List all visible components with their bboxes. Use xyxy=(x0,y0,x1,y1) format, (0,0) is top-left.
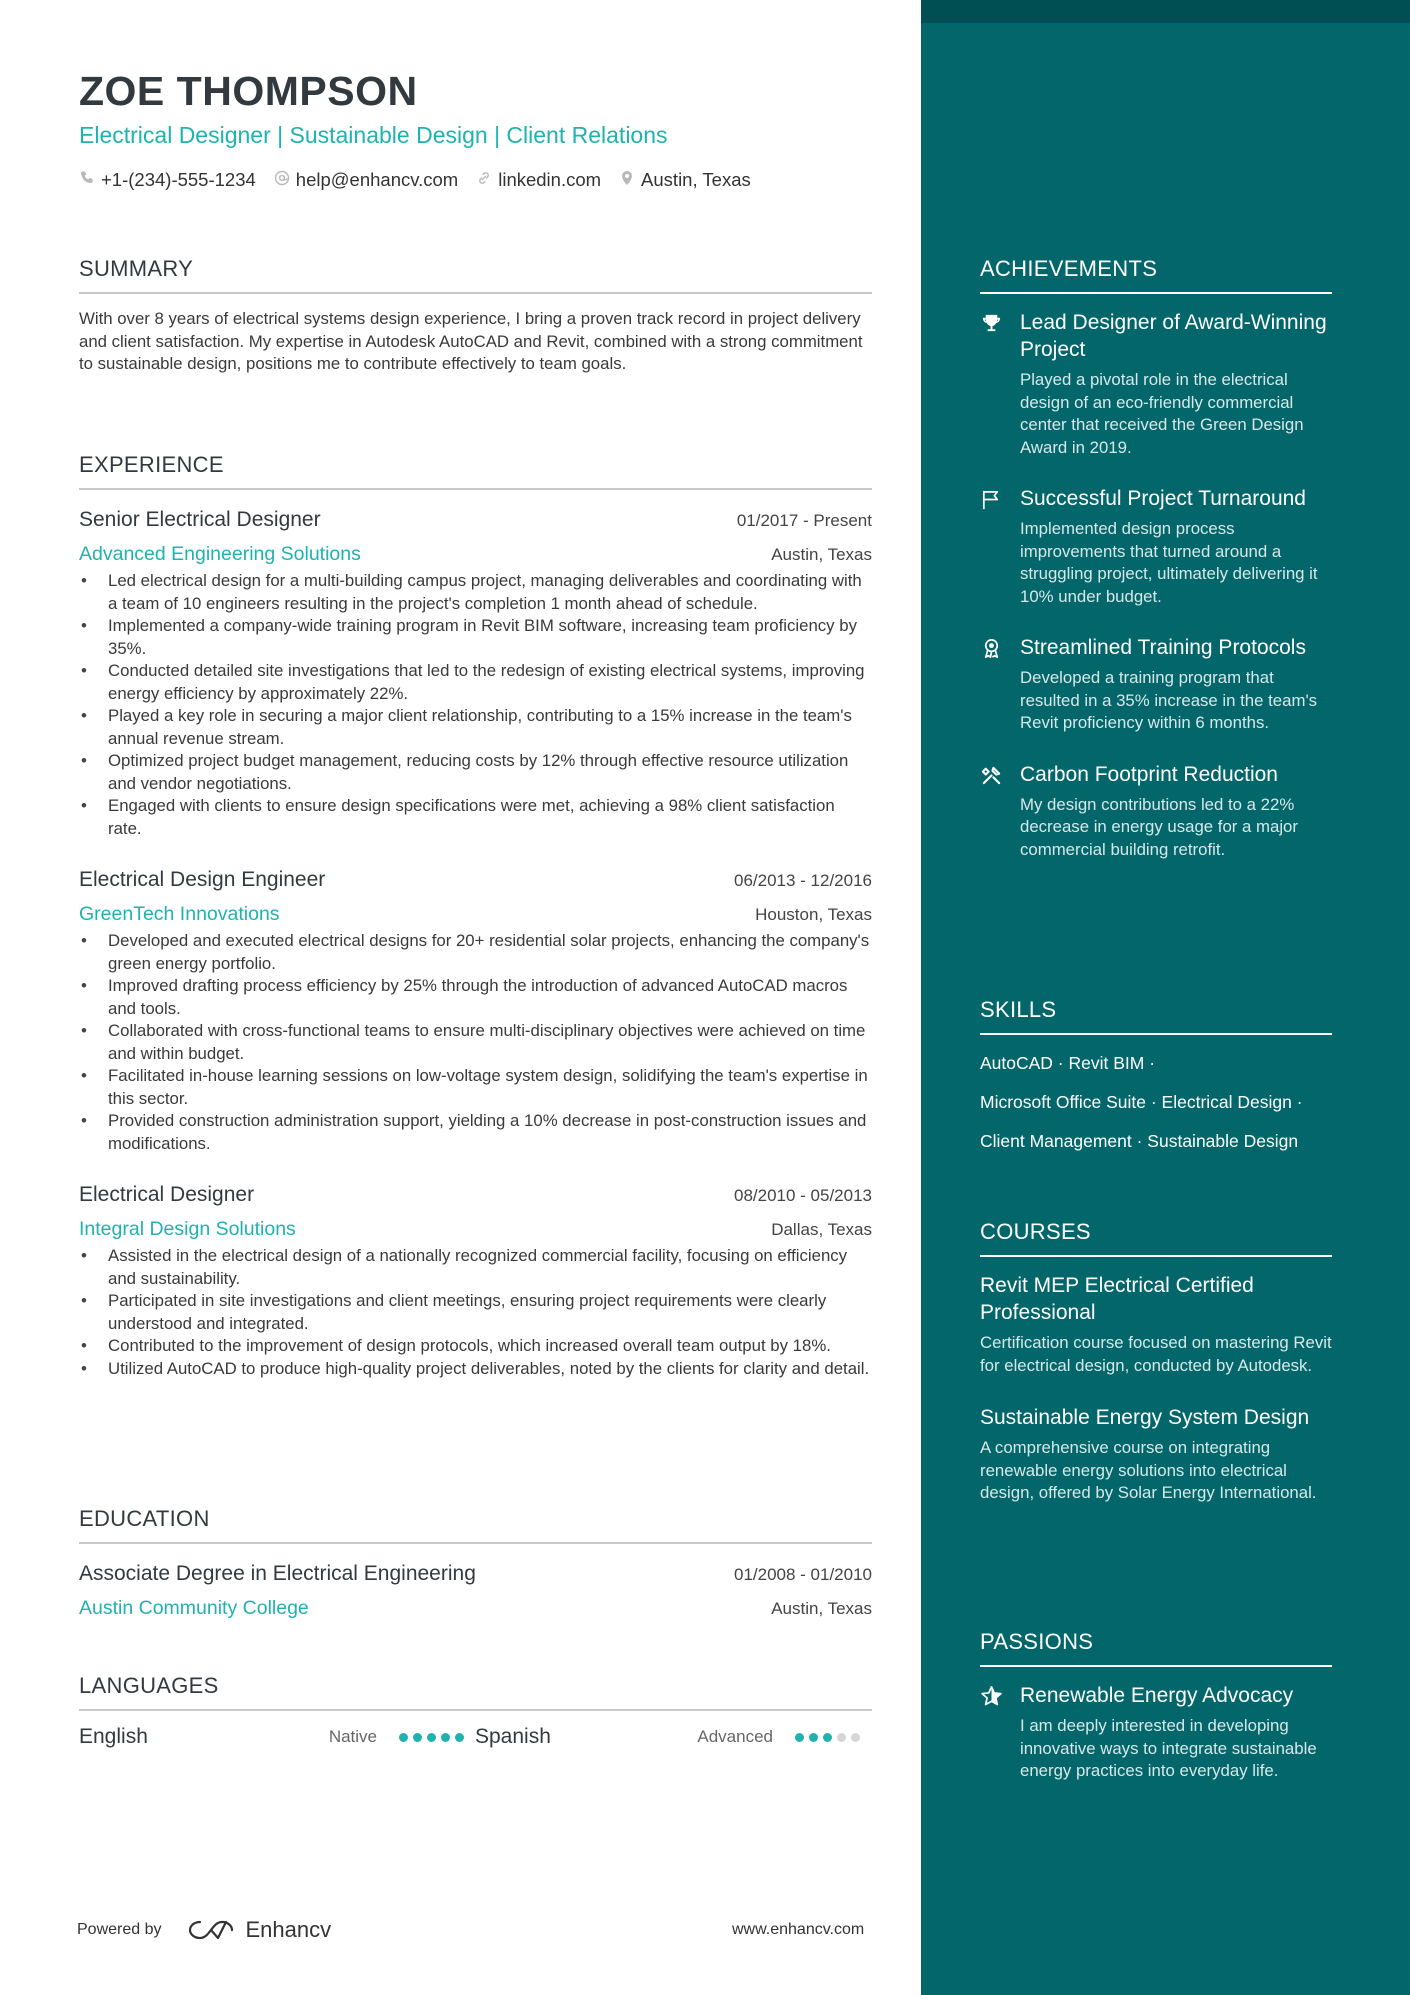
education-date: 01/2008 - 01/2010 xyxy=(733,1565,872,1584)
achievement-desc: Developed a training program that resulted in a 35% increase in the team's Revit proficiency within 6 months. xyxy=(1020,668,1318,732)
job-entry xyxy=(79,868,872,1155)
job-date: 01/2017 - Present xyxy=(736,511,872,530)
achievement-desc: Played a pivotal role in the electrical design of an eco-friendly commercial center that received the Green Design Award in 2019. xyxy=(1020,370,1304,457)
brand-text: Enhancv xyxy=(245,1917,332,1942)
skills-line: Microsoft Office Suite · Electrical Design · xyxy=(980,1092,1303,1112)
location-pin-icon xyxy=(619,169,635,191)
job-bullet: • Developed and executed electrical designs for 20+ residential solar projects, enhancing the company's green energy portfolio. xyxy=(79,930,872,975)
languages-title: LANGUAGES xyxy=(79,1673,872,1711)
job-bullet: • Led electrical design for a multi-building campus project, managing deliverables and coordinating with a team of 10 engineers resulting in the project's completion 1 month ahead of schedule. xyxy=(79,570,872,615)
passions-section xyxy=(980,1629,1332,1783)
job-bullet: • Played a key role in securing a major client relationship, contributing to a 15% increase in the team's annual revenue stream. xyxy=(79,705,872,750)
language-item xyxy=(79,1725,475,1749)
skills-line: AutoCAD · Revit BIM · xyxy=(980,1053,1156,1073)
language-rating xyxy=(399,1733,464,1742)
education-location: Austin, Texas xyxy=(771,1599,872,1618)
job-bullet: • Engaged with clients to ensure design specifications were met, achieving a 98% client satisfaction rate. xyxy=(79,795,872,840)
trophy-icon xyxy=(980,309,1020,459)
summary-title: SUMMARY xyxy=(79,256,872,294)
flag-icon xyxy=(980,485,1020,608)
education-entry xyxy=(79,1562,872,1620)
job-location: Dallas, Texas xyxy=(771,1220,872,1239)
enhancv-logo-icon xyxy=(188,1919,234,1941)
courses-section xyxy=(980,1219,1332,1505)
language-level: Advanced xyxy=(697,1727,773,1746)
achievement-item xyxy=(980,761,1332,862)
rating-dot-filled xyxy=(441,1733,450,1742)
achievement-desc: Implemented design process improvements that turned around a struggling project, ultimately delivering it 10% under budget. xyxy=(1020,519,1318,606)
job-bullet: • Implemented a company-wide training program in Revit BIM software, increasing team proficiency by 35%. xyxy=(79,615,872,660)
job-bullet: • Provided construction administration support, yielding a 10% decrease in post-construction issues and modifications. xyxy=(79,1110,872,1155)
job-date: 08/2010 - 05/2013 xyxy=(733,1186,872,1205)
job-entry xyxy=(79,508,872,840)
language-name: English xyxy=(79,1725,148,1748)
rating-dot-empty xyxy=(851,1733,860,1742)
passion-title: Renewable Energy Advocacy xyxy=(1020,1684,1294,1707)
achievement-title: Streamlined Training Protocols xyxy=(1020,636,1306,659)
candidate-name: ZOE THOMPSON xyxy=(79,68,418,114)
passions-title: PASSIONS xyxy=(980,1629,1332,1667)
job-company: Advanced Engineering Solutions xyxy=(79,543,361,565)
rating-dot-filled xyxy=(795,1733,804,1742)
contact-location xyxy=(619,169,751,191)
job-bullet: • Facilitated in-house learning sessions on low-voltage system design, solidifying the team's expertise in this sector. xyxy=(79,1065,872,1110)
job-bullets xyxy=(79,1245,872,1380)
link-icon xyxy=(476,169,492,191)
achievement-item xyxy=(980,634,1332,735)
achievement-desc: My design contributions led to a 22% decrease in energy usage for a major commercial building retrofit. xyxy=(1020,794,1298,859)
job-bullet: • Utilized AutoCAD to produce high-quality project deliverables, noted by the clients for clarity and detail. xyxy=(79,1358,872,1381)
at-icon xyxy=(274,169,290,191)
job-title: Electrical Design Engineer xyxy=(79,868,326,891)
course-desc: Certification course focused on mastering Revit for electrical design, conducted by Autodesk. xyxy=(980,1333,1332,1375)
languages-section xyxy=(79,1673,872,1749)
summary-section xyxy=(79,256,872,376)
summary-text: With over 8 years of electrical systems design experience, I bring a proven track record in project delivery and client satisfaction. My expertise in Autodesk AutoCAD and Revit, combined with a strong commitment to sustainable design, positions me to contribute effectively to team goals. xyxy=(79,309,863,373)
contact-linkedin[interactable] xyxy=(476,169,601,191)
email-text: help@enhancv.com xyxy=(295,169,459,190)
achievements-section xyxy=(980,256,1332,861)
footer-website[interactable]: www.enhancv.com xyxy=(732,1921,865,1938)
course-desc: A comprehensive course on integrating renewable energy solutions into electrical design, offered by Solar Energy International. xyxy=(980,1438,1317,1502)
courses-title: COURSES xyxy=(980,1219,1332,1257)
job-bullet: • Assisted in the electrical design of a nationally recognized commercial facility, focusing on efficiency and sustainability. xyxy=(79,1245,872,1290)
rating-dot-filled xyxy=(399,1733,408,1742)
skills-title: SKILLS xyxy=(980,997,1332,1035)
job-bullet: • Contributed to the improvement of design protocols, which increased overall team output by 18%. xyxy=(79,1335,872,1358)
contact-bar xyxy=(79,169,751,191)
achievement-title: Lead Designer of Award-Winning Project xyxy=(1020,311,1327,361)
course-item xyxy=(980,1272,1332,1377)
education-title: EDUCATION xyxy=(79,1506,872,1544)
enhancv-logo[interactable] xyxy=(188,1917,332,1943)
course-item xyxy=(980,1404,1332,1505)
job-bullet: • Participated in site investigations and client meetings, ensuring project requirements were clearly understood and integrated. xyxy=(79,1290,872,1335)
job-company: GreenTech Innovations xyxy=(79,903,280,925)
job-title: Electrical Designer xyxy=(79,1183,255,1206)
tools-icon xyxy=(980,761,1020,862)
sidebar xyxy=(921,0,1410,1995)
job-company: Integral Design Solutions xyxy=(79,1218,296,1240)
contact-phone[interactable] xyxy=(79,169,256,191)
skills-line: Client Management · Sustainable Design xyxy=(980,1131,1299,1151)
job-bullet: • Improved drafting process efficiency by 25% through the introduction of advanced AutoCAD macros and tools. xyxy=(79,975,872,1020)
experience-section xyxy=(79,452,872,1380)
school-name: Austin Community College xyxy=(79,1597,309,1619)
job-location: Houston, Texas xyxy=(755,905,872,924)
achievements-title: ACHIEVEMENTS xyxy=(980,256,1332,294)
footer-branding xyxy=(77,1917,331,1943)
language-level: Native xyxy=(328,1727,377,1746)
achievement-item xyxy=(980,309,1332,459)
rating-dot-filled xyxy=(809,1733,818,1742)
phone-icon xyxy=(79,169,95,191)
star-icon xyxy=(980,1682,1020,1783)
language-item xyxy=(475,1725,871,1749)
degree-title: Associate Degree in Electrical Engineering xyxy=(79,1562,476,1585)
location-text: Austin, Texas xyxy=(641,169,751,190)
experience-title: EXPERIENCE xyxy=(79,452,872,490)
job-bullets xyxy=(79,930,872,1155)
course-title: Sustainable Energy System Design xyxy=(980,1406,1310,1429)
rating-dot-filled xyxy=(823,1733,832,1742)
rating-dot-filled xyxy=(413,1733,422,1742)
job-location: Austin, Texas xyxy=(771,545,872,564)
job-bullets xyxy=(79,570,872,840)
passion-desc: I am deeply interested in developing innovative ways to integrate sustainable energy practices into everyday life. xyxy=(1020,1716,1317,1780)
language-rating xyxy=(795,1733,860,1742)
headline: Electrical Designer | Sustainable Design | Client Relations xyxy=(79,122,668,148)
sidebar-top-band xyxy=(921,0,1410,23)
job-bullet: • Conducted detailed site investigations that led to the redesign of existing electrical systems, improving energy efficiency by approximately 22%. xyxy=(79,660,872,705)
job-bullet: • Collaborated with cross-functional teams to ensure multi-disciplinary objectives were achieved on time and within budget. xyxy=(79,1020,872,1065)
medal-icon xyxy=(980,634,1020,735)
job-bullet: • Optimized project budget management, reducing costs by 12% through effective resource utilization and vendor negotiations. xyxy=(79,750,872,795)
job-date: 06/2013 - 12/2016 xyxy=(733,871,872,890)
achievement-title: Carbon Footprint Reduction xyxy=(1020,762,1278,786)
passion-item xyxy=(980,1682,1332,1783)
job-title: Senior Electrical Designer xyxy=(79,508,321,531)
rating-dot-empty xyxy=(837,1733,846,1742)
job-entry xyxy=(79,1183,872,1380)
achievement-item xyxy=(980,485,1332,608)
achievement-title: Successful Project Turnaround xyxy=(1020,487,1306,510)
linkedin-text: linkedin.com xyxy=(498,169,602,190)
course-title: Revit MEP Electrical Certified Professional xyxy=(980,1274,1254,1324)
language-name: Spanish xyxy=(475,1725,551,1748)
powered-by-text: Powered by xyxy=(77,1921,162,1938)
rating-dot-filled xyxy=(455,1733,464,1742)
rating-dot-filled xyxy=(427,1733,436,1742)
skills-section xyxy=(980,997,1332,1152)
contact-email[interactable] xyxy=(274,169,458,191)
phone-text: +1-(234)-555-1234 xyxy=(101,169,256,190)
education-section xyxy=(79,1506,872,1620)
